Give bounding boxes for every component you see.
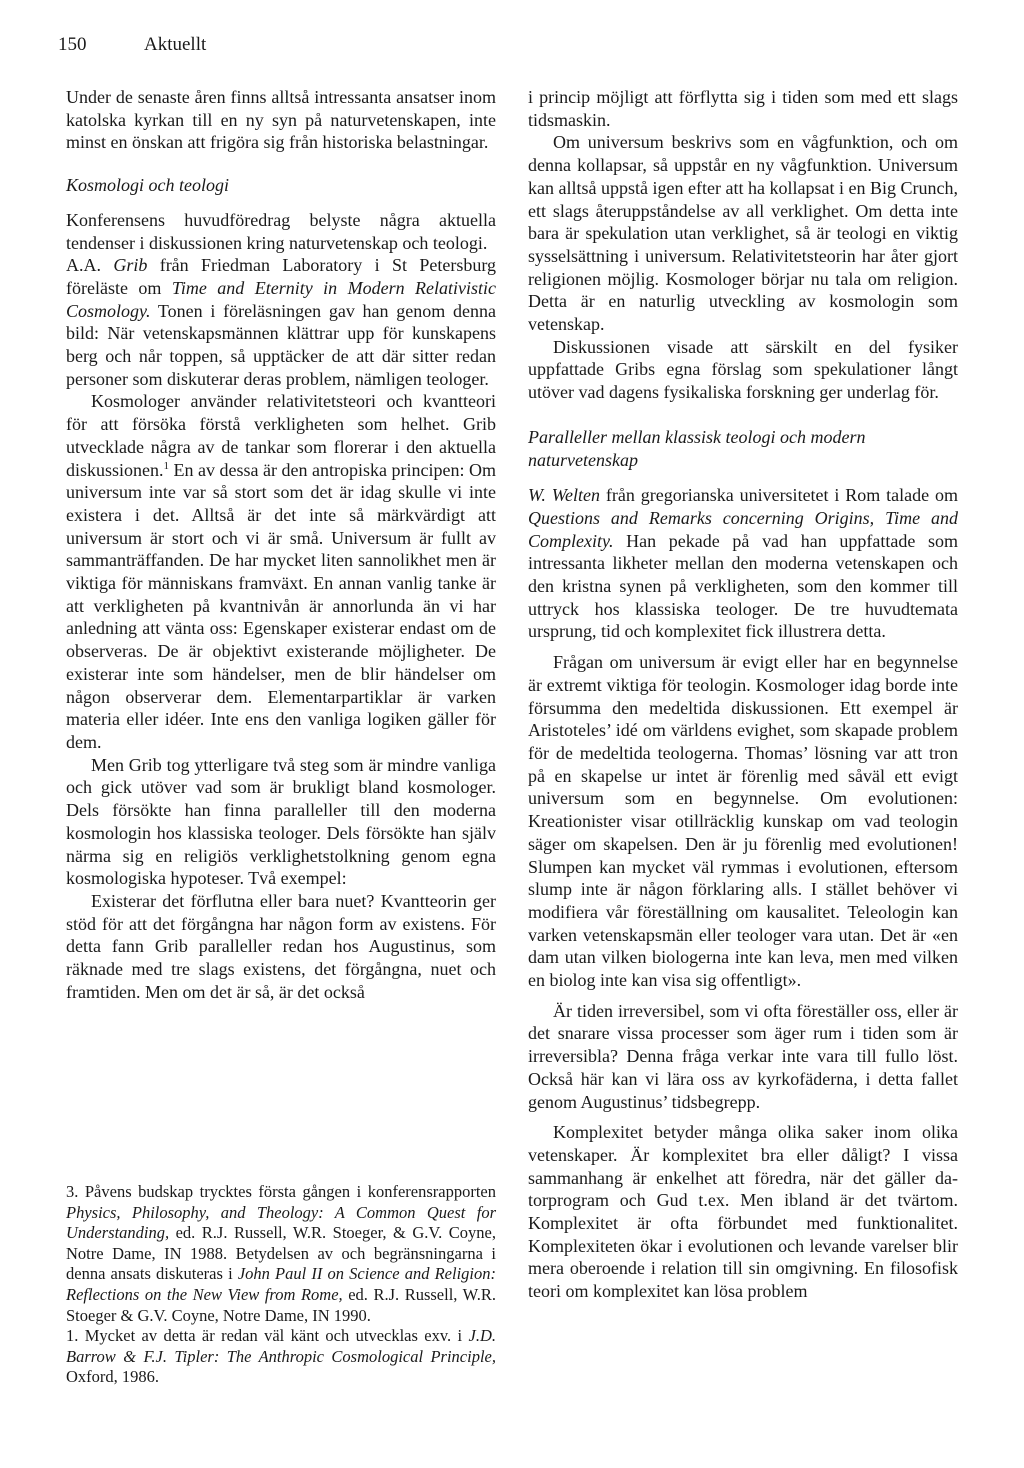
footnote-1: 1. Mycket av detta är redan väl känt och utvecklas exv. i J.D. Barrow & F.J. Tipler: The Anthropic Cosmological Principle, Oxford, 1986. (66, 1326, 496, 1387)
paragraph: Om universum beskrivs som en vågfunktion, och om denna kollapsar, så uppstår en ny vågfunktion. Universum kan alltså uppstå igen efter att ha kollapsat i en Big Crunch, ett slags återuppståndelse av all verklighet. Om detta inte bara är spekulation utan verklighet, så är teologi en viktig sysselsättning i universum. Relativitetsteorin har åter gjort religionen möjlig. Kosmologer börjar nu tala om religion. Detta är en naturlig utveckling av kosmologin som vetenskap. (528, 132, 958, 335)
paragraph: W. Welten från gregorianska universitetet i Rom talade om Questions and Remarks concerning Origins, Time and Complexity. Han pekade på vad han uppfattade som intressanta likheter mellan den moderna vetenskapen och den kristna synen på verkligheten, som den kommer till uttryck hos klassiska teologer. De tre huvudtemata ursprung, tid och komplexitet fick illustrera detta. (528, 485, 958, 642)
paragraph: Men Grib tog ytterligare två steg som är mindre vanliga och gick utöver vad som är brukligt bland kosmologer. Dels försökte han finna paralleller till den moderna kosmologin hos klassiska teologer. Dels försökte han själv närma sig en religiös verklighetstolkning genom egna kosmologiska hypoteser. Två exempel: (66, 754, 496, 889)
section-heading: Kosmologi och teologi (66, 175, 229, 196)
page-number: 150 (58, 34, 87, 55)
paragraph: Är tiden irreversibel, som vi ofta föreställer oss, eller är det snarare vissa processer som äger rum i tiden som är irreversibla? Denna fråga verkar inte vara till fullo löst. Också här kan vi lära oss av kyrkofäderna, i detta fallet genom Augustinus’ tidsbegrepp. (528, 1000, 958, 1112)
paragraph: Kosmologer använder relativitetsteori och kvantteori för att försöka förstå verkligheten som helhet. Grib utvecklade några av de tankar som florerar i den aktuella diskussionen.$^1$ En av dessa är den antropiska principen: Om universum inte var så stort som det är idag skulle vi inte existera i det. Alltså är det inte så märkvärdigt att universum är stort och vi är små. Universum är fullt av sammanträffanden. De har mycket liten sannolikhet men är viktiga för människans framväxt. En annan vanlig tanke är att verkligheten på kvantnivån är annorlunda än vi har anledning att vänta oss: Egenskaper existerar endast om de observeras. De är objektivt existerande möjligheter. De existerar inte som händelser, men de blir händelser om någon observerar dem. Elementarpartiklar är varken materia eller idéer. Inte ens den vanliga logiken gäller för dem. (66, 391, 496, 752)
footnote-3: 3. Påvens budskap trycktes första gången i konferensrapporten Physics, Philosophy, and Theology: A Common Quest for Understanding, ed. R.J. Russell, W.R. Stoeger, & G.V. Coyne, Notre Dame, IN 1988. Betydelsen av och begränsningarna i denna ansats diskuteras i John Paul II on Science and Religion: Reflections on the New View from Rome, ed. R.J. Russell, W.R. Stoeger & G.V. Coyne, Notre Dame, IN 1990. (66, 1182, 496, 1325)
page-header (58, 34, 206, 56)
paragraph: Frågan om universum är evigt eller har en begynnelse är extremt viktiga för teologin. Kosmologer idag borde inte försumma den medeltida diskussionen. Ett exempel är Aristoteles’ idé om världens evighet, som skapade problem för de medeltida teologerna. Thomas’ lösning var att tron på en skapelse ur intet är förenlig med såväl ett evigt universum som en begynnelse. Om evolutionen: Kreationister visar otillräcklig kunskap om vad teologin säger om skapelsen. Den är ju förenlig med evolutionen! Slumpen kan mycket väl rymmas i evolutionen, eftersom slump inte är någon förklaring alls. I stället behöver vi modifiera vår föreställning om kausalitet. Teleologin kan varken vetenskapsmän eller teologer vara utan. Det är «en dam utan vilken biologerna inte kan leva, men med vilken en biolog inte kan visa sig offentligt». (528, 652, 958, 991)
paragraph: Diskussionen visade att särskilt en del fysiker uppfattade Gribs egna förslag som spekulationer långt utöver vad dagens fysikaliska forskning ger underlag för. (528, 336, 958, 403)
paragraph: Komplexitet betyder många olika saker inom olika vetenskaper. Är komplexitet bra eller dåligt? I vissa sammanhang är enkelhet att föredra, när det gäller datorprogram och Gud t.ex. Men ibland är det tvärtom. Komplexitet är ofta förbundet med funktionalitet. Komplexiteten ökar i evolutionen och levande varelser blir mera oberoende i relation till sin omgivning. En filosofisk teori om komplexitet kan lösa problem (528, 1122, 958, 1302)
left-column (66, 86, 496, 1003)
paragraph: i princip möjligt att förflytta sig i tiden som med ett slags tidsmaskin. (528, 87, 958, 130)
paragraph: Konferensens huvudföredrag belyste några aktuella tendenser i diskussionen kring naturvetenskap och teologi. (66, 209, 496, 253)
right-column (528, 86, 958, 1303)
section-heading: Paralleller mellan klassisk teologi och modern naturvetenskap (528, 426, 866, 470)
paragraph: A.A. Grib från Friedman Laboratory i St Petersburg föreläste om Time and Eternity in Modern Relativistic Cosmology. Tonen i föreläsningen gav han genom denna bild: När vetenskapsmännen klättrar upp för kunskapens berg och når toppen, så upptäcker de att där sitter redan personer som diskuterar deras problem, nämligen teologer. (66, 255, 496, 389)
footnote-ref: 1 (163, 459, 170, 472)
paragraph: Under de senaste åren finns alltså intressanta ansatser inom katolska kyrkan till en ny syn på naturvetenskapen, inte minst en önskan att frigöra sig från historiska belastningar. (66, 87, 496, 153)
paragraph: Existerar det förflutna eller bara nuet? Kvantteorin ger stöd för att det förgångna har någon form av existens. För detta fann Grib paralleller redan hos Augustinus, som räknade med tre slags existens, det förgångna, nuet och framtiden. Men om det är så, är det också (66, 890, 496, 1002)
footnotes (66, 1182, 496, 1388)
section-title: Aktuellt (144, 34, 207, 55)
